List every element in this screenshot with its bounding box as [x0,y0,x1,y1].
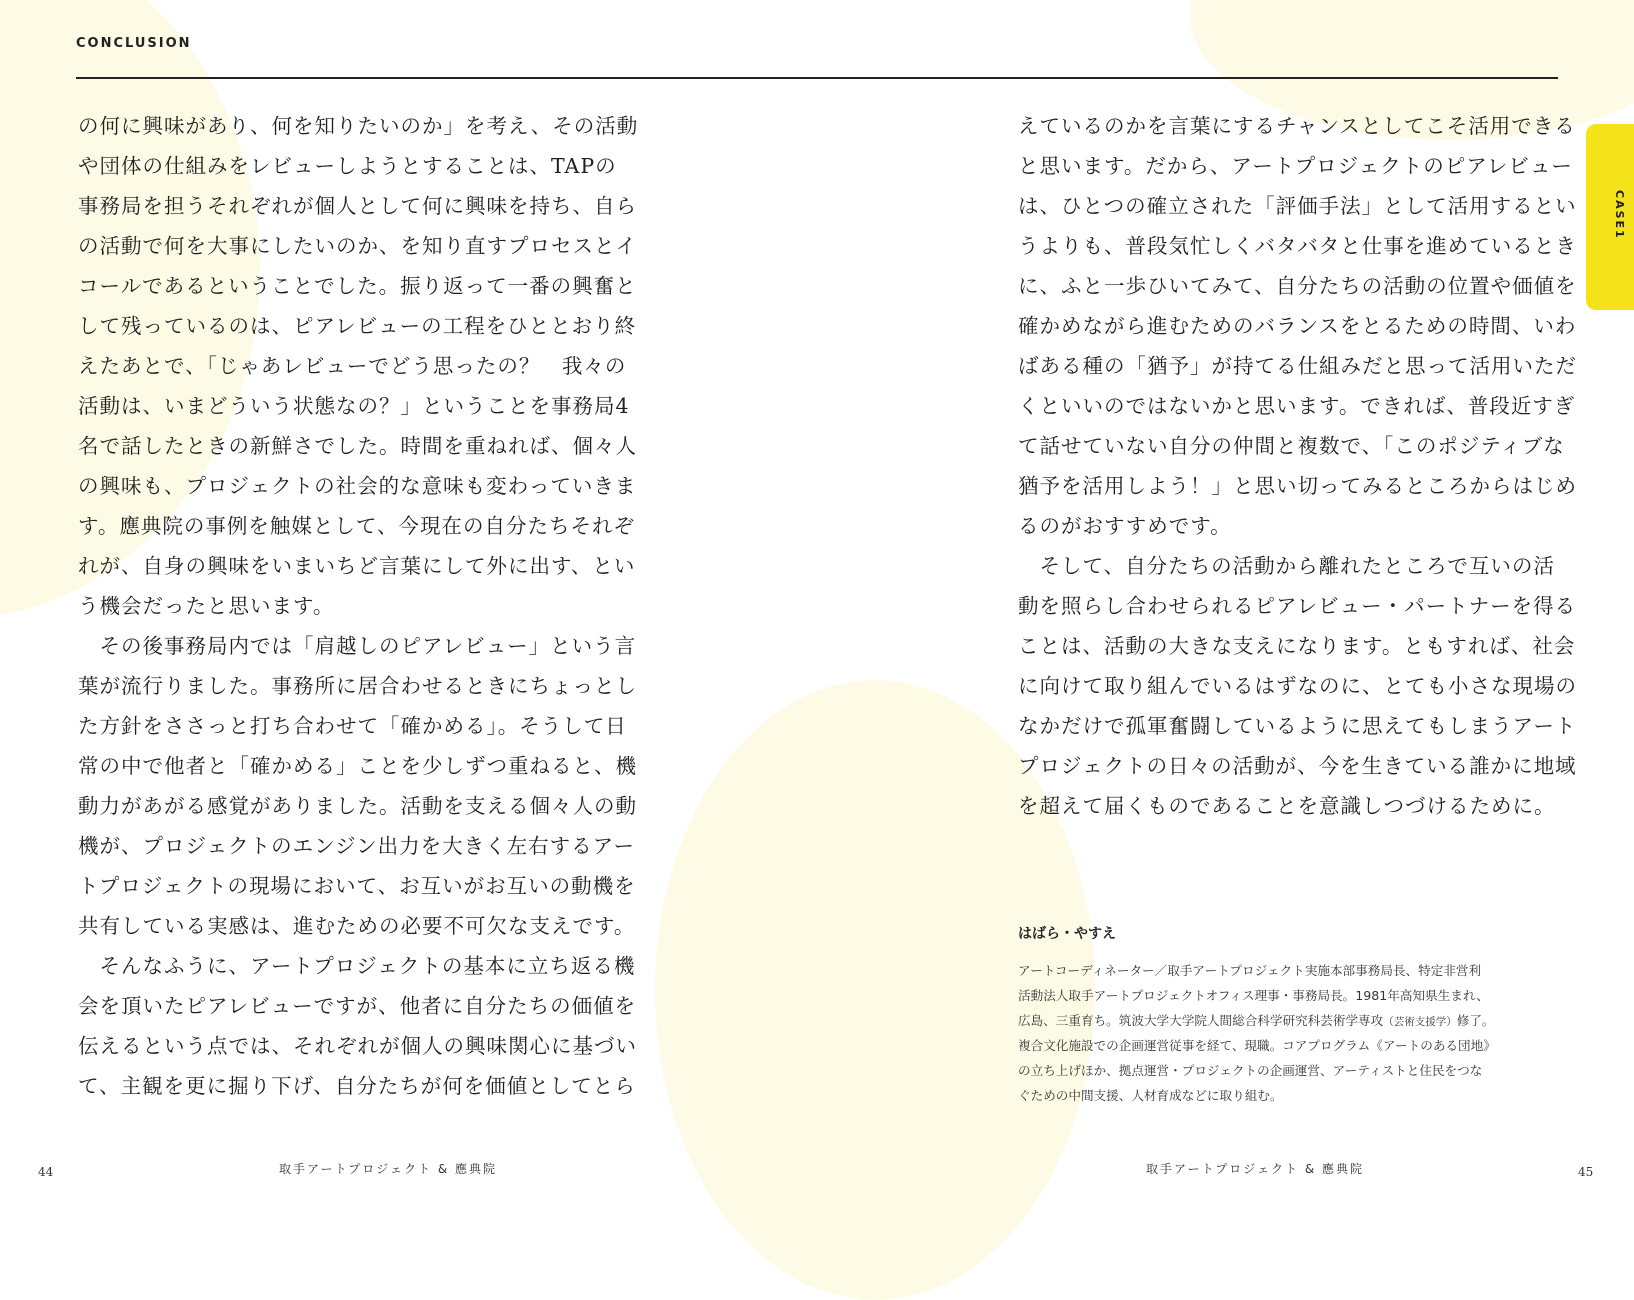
body-line: その後事務局内では「肩越しのピアレビュー」という言 [78,634,637,658]
left-page-body [78,106,639,1106]
section-label: CONCLUSION [76,36,192,51]
case-tab-label: CASE1 [1613,190,1626,240]
author-bio-line: の立ち上げほか、拠点運営・プロジェクトの企画運営、アーティストと住民をつな [1018,1063,1483,1078]
case-tab [1586,124,1634,310]
body-line: くといいのではないかと思います。できれば、普段近すぎ [1018,394,1576,418]
body-line: に向けて取り組んでいるはずなのに、とても小さな現場の [1018,674,1577,698]
body-line: の活動で何を大事にしたいのか、を知り直すプロセスとイ [78,234,637,258]
author-bio [1018,958,1563,1108]
author-bio-text: 広島、三重育ち。筑波大学大学院人間総合科学研究科芸術学専攻 [1018,1013,1384,1028]
body-line: 動を照らし合わせられるピアレビュー・パートナーを得る [1018,594,1577,618]
body-line: うよりも、普段気忙しくバタバタと仕事を進めているとき [1018,234,1577,258]
page-number-right: 45 [1578,1165,1594,1179]
body-line: 事務局を担うそれぞれが個人として何に興味を持ち、自ら [78,194,637,218]
body-line: う機会だったと思います。 [78,594,335,618]
author-name: はばら・やすえ [1018,926,1116,942]
body-line: に、ふと一歩ひいてみて、自分たちの活動の位置や価値を [1018,274,1577,298]
page-number-left: 44 [38,1165,54,1179]
body-line: 動力があがる感覚がありました。活動を支える個々人の動 [78,794,637,818]
body-line: 常の中で他者と「確かめる」ことを少しずつ重ねると、機 [78,754,637,778]
body-line: 葉が流行りました。事務所に居合わせるときにちょっとし [78,674,637,698]
body-line: ばある種の「猶予」が持てる仕組みだと思って活用いただ [1018,354,1577,378]
body-line: 猶予を活用しよう！」と思い切ってみるところからはじめ [1018,474,1577,498]
body-line: た方針をささっと打ち合わせて「確かめる」。そうして日 [78,714,627,738]
body-line: 活動は、いまどういう状態なの？」ということを事務局4 [78,394,630,418]
body-line: の何に興味があり、何を知りたいのか」を考え、その活動 [78,114,639,138]
body-line: 会を頂いたピアレビューですが、他者に自分たちの価値を [78,994,637,1018]
body-line: す。應典院の事例を触媒として、今現在の自分たちそれぞ [78,514,635,538]
author-bio-line: アートコーディネーター／取手アートプロジェクト実施本部事務局長、特定非営利 [1018,963,1482,978]
author-bio-line: 複合文化施設での企画運営従事を経て、現職。コアプログラム《アートのある団地》 [1018,1038,1496,1053]
body-line: 名で話したときの新鮮さでした。時間を重ねれば、個々人 [78,434,637,458]
body-line: や団体の仕組みをレビューしようとすることは、TAPの [78,154,617,178]
body-line: の興味も、プロジェクトの社会的な意味も変わっていきま [78,474,637,498]
body-line: なかだけで孤軍奮闘しているように思えてもしまうアート [1018,714,1577,738]
author-bio-line: ぐための中間支援、人材育成などに取り組む。 [1018,1088,1283,1103]
body-line: て、主観を更に掘り下げ、自分たちが何を価値としてとら [78,1074,636,1098]
running-title-left: 取手アートプロジェクト & 應典院 [279,1162,498,1176]
body-line: るのがおすすめです。 [1018,514,1232,538]
body-line: を超えて届くものであることを意識しつづけるために。 [1018,794,1556,818]
body-line: えているのかを言葉にするチャンスとしてこそ活用できる [1018,114,1576,138]
body-line: プロジェクトの日々の活動が、今を生きている誰かに地域 [1018,754,1577,778]
body-line: 伝えるという点では、それぞれが個人の興味関心に基づい [78,1034,637,1058]
author-bio-line: 活動法人取手アートプロジェクトオフィス理事・事務局長。1981年高知県生まれ、 [1018,988,1489,1003]
body-line: れが、自身の興味をいまいちど言葉にして外に出す、とい [78,554,636,578]
body-line: は、ひとつの確立された「評価手法」として活用するとい [1018,194,1577,218]
body-line: えたあとで、「じゃあレビューでどう思ったの？ 我々の [78,354,627,378]
body-line: 共有している実感は、進むための必要不可欠な支えです。 [78,914,636,938]
author-bio-note: （芸術支援学） [1383,1016,1457,1028]
body-line: て話せていない自分の仲間と複数で、「このポジティブな [1018,434,1565,458]
author-bio-line [1018,1008,1563,1033]
author-bio-text: 修了。 [1456,1013,1495,1028]
body-line: 確かめながら進むためのバランスをとるための時間、いわ [1018,314,1577,338]
body-line: して残っているのは、ピアレビューの工程をひととおり終 [78,314,637,338]
header-divider [76,77,1558,79]
body-line: 機が、プロジェクトのエンジン出力を大きく左右するアー [78,834,635,858]
body-line: そして、自分たちの活動から離れたところで互いの活 [1018,554,1555,578]
body-line: そんなふうに、アートプロジェクトの基本に立ち返る機 [78,954,636,978]
right-page-body [1018,106,1577,826]
body-line: トプロジェクトの現場において、お互いがお互いの動機を [78,874,636,898]
body-line: ことは、活動の大きな支えになります。ともすれば、社会 [1018,634,1576,658]
running-title-right: 取手アートプロジェクト & 應典院 [1146,1162,1365,1176]
body-line: コールであるということでした。振り返って一番の興奮と [78,274,637,298]
body-line: と思います。だから、アートプロジェクトのピアレビュー [1018,154,1573,178]
